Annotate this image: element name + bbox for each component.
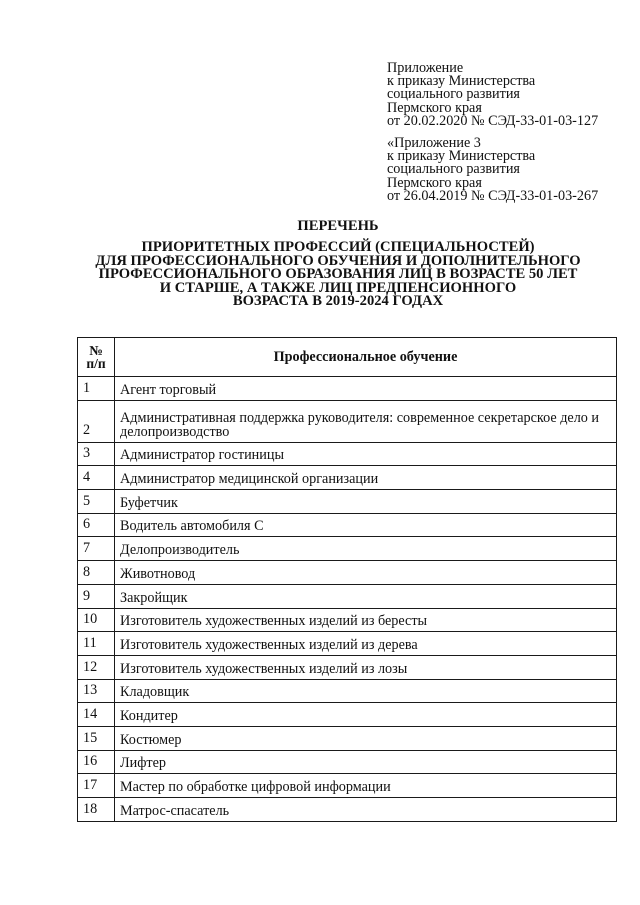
table-row bbox=[78, 537, 617, 561]
row-number: 18 bbox=[78, 798, 115, 822]
table-row bbox=[78, 400, 617, 442]
header-num-line: п/п bbox=[86, 356, 106, 371]
row-name: Закройщик bbox=[115, 584, 617, 608]
appendix-line: социального развития bbox=[387, 86, 520, 103]
appendix-line: Пермского края bbox=[387, 174, 482, 191]
row-name: Мастер по обработке цифровой информации bbox=[115, 774, 617, 798]
row-name: Кладовщик bbox=[115, 679, 617, 703]
table-row bbox=[78, 632, 617, 656]
table-row bbox=[78, 466, 617, 490]
appendix-note-current bbox=[387, 62, 598, 128]
row-number: 4 bbox=[78, 466, 115, 490]
document-title bbox=[40, 220, 636, 308]
table-header-row bbox=[78, 338, 617, 377]
appendix-line: от 26.04.2019 № СЭД-33-01-03-267 bbox=[387, 187, 599, 204]
table-row bbox=[78, 561, 617, 585]
appendix-line: «Приложение 3 bbox=[387, 135, 481, 151]
row-number: 9 bbox=[78, 584, 115, 608]
table-row bbox=[78, 655, 617, 679]
row-name: Костюмер bbox=[115, 726, 617, 750]
row-number: 14 bbox=[78, 703, 115, 727]
row-name: Изготовитель художественных изделий из дерева bbox=[115, 632, 617, 656]
appendix-line: социального развития bbox=[387, 161, 520, 178]
table-row bbox=[78, 377, 617, 401]
table-row bbox=[78, 513, 617, 537]
row-number: 2 bbox=[78, 400, 115, 442]
row-number: 1 bbox=[78, 377, 115, 401]
row-name: Матрос-спасатель bbox=[115, 798, 617, 822]
title-heading: ПЕРЕЧЕНЬ bbox=[297, 218, 379, 234]
row-name: Буфетчик bbox=[115, 490, 617, 514]
row-number: 3 bbox=[78, 442, 115, 466]
column-header-name: Профессиональное обучение bbox=[115, 338, 617, 377]
appendix-line: Приложение bbox=[387, 60, 464, 76]
table-row bbox=[78, 726, 617, 750]
title-line: ПРИОРИТЕТНЫХ ПРОФЕССИЙ (СПЕЦИАЛЬНОСТЕЙ) bbox=[141, 239, 535, 256]
row-name: Делопроизводитель bbox=[115, 537, 617, 561]
table-row bbox=[78, 750, 617, 774]
row-number: 11 bbox=[78, 632, 115, 656]
column-header-number bbox=[78, 338, 115, 377]
appendix-line: к приказу Министерства bbox=[387, 73, 536, 90]
table-row bbox=[78, 703, 617, 727]
row-name: Административная поддержка руководителя: современное секретарское дело и делопроизводство bbox=[115, 400, 617, 442]
row-number: 17 bbox=[78, 774, 115, 798]
row-name: Животновод bbox=[115, 561, 617, 585]
table-row bbox=[78, 798, 617, 822]
table-row bbox=[78, 490, 617, 514]
row-number: 16 bbox=[78, 750, 115, 774]
appendix-note-original bbox=[387, 137, 598, 203]
professions-table bbox=[77, 337, 617, 822]
row-number: 7 bbox=[78, 537, 115, 561]
row-number: 13 bbox=[78, 679, 115, 703]
row-name: Агент торговый bbox=[115, 377, 617, 401]
header-num-line: № bbox=[89, 343, 103, 358]
title-line: ВОЗРАСТА В 2019-2024 ГОДАХ bbox=[232, 293, 444, 310]
row-name: Изготовитель художественных изделий из лозы bbox=[115, 655, 617, 679]
row-name: Кондитер bbox=[115, 703, 617, 727]
row-number: 6 bbox=[78, 513, 115, 537]
row-number: 12 bbox=[78, 655, 115, 679]
title-line: ПРОФЕССИОНАЛЬНОГО ОБРАЗОВАНИЯ ЛИЦ В ВОЗРАСТЕ 50 ЛЕТ bbox=[98, 266, 578, 283]
row-name: Администратор гостиницы bbox=[115, 442, 617, 466]
row-name: Лифтер bbox=[115, 750, 617, 774]
appendix-line: Пермского края bbox=[387, 99, 482, 116]
table-row bbox=[78, 584, 617, 608]
row-name: Водитель автомобиля С bbox=[115, 513, 617, 537]
table-row bbox=[78, 442, 617, 466]
row-number: 5 bbox=[78, 490, 115, 514]
title-line: И СТАРШЕ, А ТАКЖЕ ЛИЦ ПРЕДПЕНСИОННОГО bbox=[159, 279, 517, 296]
row-name: Изготовитель художественных изделий из бересты bbox=[115, 608, 617, 632]
table-row bbox=[78, 679, 617, 703]
table-row bbox=[78, 774, 617, 798]
row-number: 10 bbox=[78, 608, 115, 632]
title-line: ДЛЯ ПРОФЕССИОНАЛЬНОГО ОБУЧЕНИЯ И ДОПОЛНИТЕЛЬНОГО bbox=[95, 252, 581, 269]
row-number: 15 bbox=[78, 726, 115, 750]
row-number: 8 bbox=[78, 561, 115, 585]
appendix-line: к приказу Министерства bbox=[387, 148, 536, 165]
row-name: Администратор медицинской организации bbox=[115, 466, 617, 490]
table-row bbox=[78, 608, 617, 632]
appendix-line: от 20.02.2020 № СЭД-33-01-03-127 bbox=[387, 112, 599, 129]
